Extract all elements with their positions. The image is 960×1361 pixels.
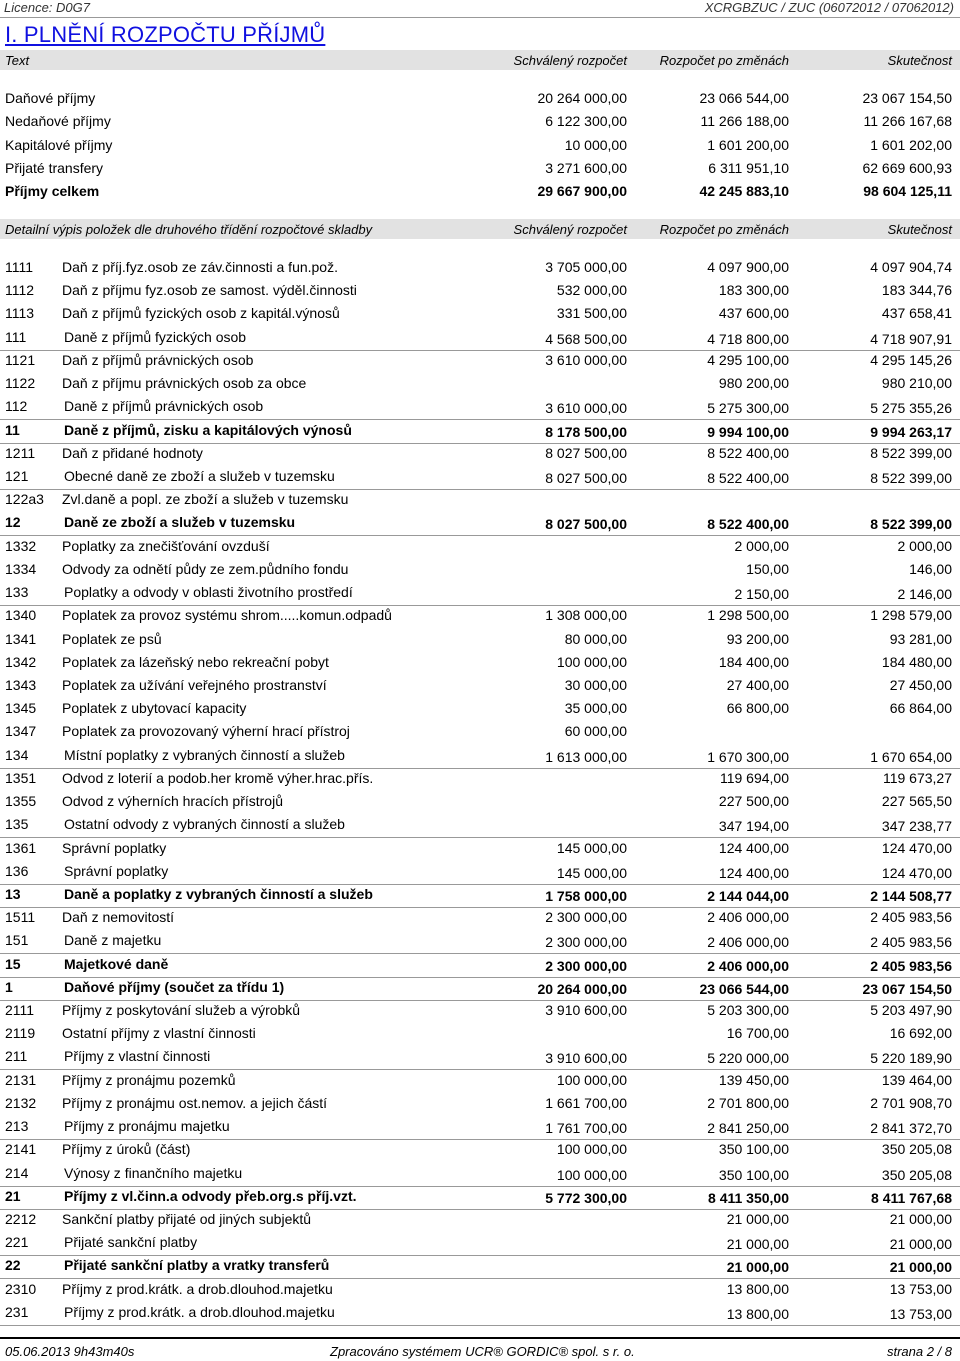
item-name: Odvod z výherních hracích přístrojů — [62, 793, 283, 810]
actual-amount: 66 864,00 — [889, 700, 952, 717]
item-name: Ostatní příjmy z vlastní činnosti — [62, 1025, 256, 1042]
approved-budget: 1 661 700,00 — [545, 1094, 627, 1111]
item-name: Daňové příjmy (součet za třídu 1) — [64, 978, 285, 995]
actual-amount: 1 670 654,00 — [870, 748, 952, 765]
budget-after-changes: 347 194,00 — [718, 818, 789, 835]
item-code: 1355 — [5, 793, 37, 810]
item-name: Příjmy z prod.krátk. a drob.dlouhod.majetku — [62, 1280, 333, 1297]
item-code: 2111 — [5, 1002, 35, 1019]
item-name: Daň z příjmu právnických osob za obce — [62, 375, 307, 392]
table-row — [0, 700, 960, 721]
approved-budget: 2 300 000,00 — [545, 957, 627, 974]
budget-after-changes: 4 295 100,00 — [707, 351, 789, 368]
item-code: 133 — [5, 584, 29, 601]
item-code: 1111 — [5, 259, 34, 275]
item-code: 151 — [5, 932, 29, 949]
actual-amount: 21 000,00 — [889, 1259, 952, 1276]
approved-budget: 2 300 000,00 — [545, 934, 627, 951]
actual-amount: 146,00 — [909, 560, 952, 577]
actual-amount: 2 405 983,56 — [870, 909, 952, 926]
summary-actual: 11 266 167,68 — [863, 113, 952, 130]
licence-line — [0, 0, 960, 16]
detail-header-approved: Schválený rozpočet — [513, 222, 627, 237]
item-code: 2132 — [5, 1094, 37, 1111]
budget-after-changes: 8 411 350,00 — [708, 1189, 789, 1206]
item-name: Odvody za odnětí půdy ze zem.půdního fondu — [62, 560, 349, 577]
actual-amount: 124 470,00 — [881, 839, 952, 856]
item-code: 1 — [5, 978, 13, 995]
actual-amount: 5 220 189,90 — [870, 1050, 952, 1067]
table-row — [0, 654, 960, 675]
actual-amount: 13 753,00 — [889, 1305, 952, 1322]
item-name: Příjmy z vlastní činnosti — [64, 1048, 211, 1065]
item-name: Daně a poplatky z vybraných činností a služeb — [64, 885, 373, 902]
summary-approved: 10 000,00 — [564, 136, 627, 153]
item-code: 2212 — [5, 1211, 37, 1228]
item-code: 221 — [5, 1234, 29, 1251]
budget-after-changes: 21 000,00 — [726, 1236, 789, 1253]
item-name: Příjmy z pronájmu ost.nemov. a jejich částí — [62, 1094, 328, 1111]
item-name: Místní poplatky z vybraných činností a služeb — [64, 746, 345, 763]
actual-amount: 16 692,00 — [889, 1025, 952, 1042]
item-code: 1511 — [5, 909, 36, 926]
summary-after: 6 311 951,10 — [708, 159, 789, 176]
actual-amount: 350 205,08 — [881, 1166, 952, 1183]
subtotal-row — [0, 329, 960, 351]
subtotal-row — [0, 1118, 960, 1140]
approved-budget: 35 000,00 — [564, 700, 627, 717]
table-row — [0, 1095, 960, 1116]
actual-amount: 139 464,00 — [881, 1071, 952, 1088]
summary-label: Daňové příjmy — [5, 90, 96, 106]
actual-amount: 13 753,00 — [889, 1280, 952, 1297]
approved-budget: 100 000,00 — [556, 653, 627, 670]
approved-budget: 1 308 000,00 — [545, 607, 627, 624]
actual-amount: 8 522 399,00 — [870, 444, 952, 461]
approved-budget: 1 761 700,00 — [545, 1120, 627, 1137]
actual-amount: 2 405 983,56 — [870, 934, 952, 951]
summary-header-after: Rozpočet po změnách — [659, 53, 789, 68]
table-row — [0, 1072, 960, 1093]
actual-amount: 5 275 355,26 — [870, 400, 952, 417]
summary-label: Přijaté transfery — [5, 159, 104, 176]
table-row — [0, 840, 960, 861]
item-name: Příjmy z pronájmu pozemků — [62, 1071, 236, 1088]
approved-budget: 3 910 600,00 — [545, 1002, 627, 1019]
actual-amount: 183 344,76 — [881, 282, 952, 299]
summary-label: Příjmy celkem — [5, 183, 100, 200]
budget-after-changes: 5 220 000,00 — [707, 1050, 789, 1067]
item-name: Obecné daně ze zboží a služeb v tuzemsku — [64, 467, 335, 484]
item-name: Výnosy z finančního majetku — [64, 1164, 243, 1181]
table-row — [0, 1025, 960, 1046]
table-row — [0, 607, 960, 628]
detail-header-text: Detailní výpis položek dle druhového třídění rozpočtové skladby — [5, 222, 373, 237]
budget-after-changes: 9 994 100,00 — [707, 423, 789, 440]
item-code: 1351 — [5, 769, 37, 786]
item-name: Poplatek z ubytovací kapacity — [62, 700, 247, 717]
item-name: Daně ze zboží a služeb v tuzemsku — [64, 514, 296, 531]
actual-amount: 124 470,00 — [881, 864, 952, 881]
item-name: Správní poplatky — [62, 839, 167, 856]
actual-amount: 4 295 145,26 — [870, 351, 952, 368]
summary-approved: 20 264 000,00 — [537, 90, 627, 106]
item-code: 134 — [5, 746, 29, 763]
budget-after-changes: 23 066 544,00 — [699, 980, 789, 997]
item-name: Přijaté sankční platby — [64, 1234, 198, 1251]
actual-amount: 2 405 983,56 — [870, 957, 952, 974]
approved-budget: 20 264 000,00 — [537, 980, 627, 997]
item-code: 2119 — [5, 1025, 36, 1042]
summary-actual: 98 604 125,11 — [863, 183, 952, 200]
item-name: Ostatní odvody z vybraných činností a služeb — [64, 816, 345, 833]
table-row — [0, 793, 960, 814]
approved-budget: 100 000,00 — [556, 1071, 627, 1088]
item-name: Daně z majetku — [64, 932, 162, 949]
item-name: Poplatek ze psů — [62, 630, 162, 647]
table-row — [0, 538, 960, 559]
actual-amount: 2 146,00 — [897, 586, 952, 603]
summary-header-actual: Skutečnost — [887, 53, 952, 68]
item-code: 2141 — [5, 1141, 37, 1158]
table-row — [0, 677, 960, 698]
approved-budget: 80 000,00 — [564, 630, 627, 647]
table-row — [0, 259, 960, 280]
subtotal-row — [0, 1188, 960, 1210]
subtotal-row — [0, 584, 960, 606]
item-name: Daně z příjmů právnických osob — [64, 398, 264, 415]
budget-after-changes: 119 694,00 — [719, 769, 789, 786]
budget-after-changes: 2 406 000,00 — [707, 957, 789, 974]
subtotal-row — [0, 979, 960, 1001]
table-row — [0, 1211, 960, 1232]
item-name: Sankční platby přijaté od jiných subjektů — [62, 1211, 312, 1228]
approved-budget: 60 000,00 — [564, 723, 627, 740]
table-row — [0, 1141, 960, 1162]
item-name: Poplatek za provozovaný výherní hrací přístroj — [62, 723, 350, 740]
table-row — [0, 1281, 960, 1302]
summary-actual: 62 669 600,93 — [862, 159, 952, 176]
item-code: 1112 — [5, 282, 35, 299]
footer-timestamp: 05.06.2013 9h43m40s — [5, 1344, 135, 1359]
item-code: 214 — [5, 1164, 29, 1181]
actual-amount: 23 067 154,50 — [862, 980, 952, 997]
table-row — [0, 375, 960, 396]
budget-after-changes: 124 400,00 — [718, 839, 789, 856]
item-code: 1332 — [5, 537, 37, 554]
item-name: Příjmy z vl.činn.a odvody přeb.org.s příj.vzt. — [64, 1187, 357, 1204]
actual-amount: 2 701 908,70 — [870, 1094, 952, 1111]
actual-amount: 4 097 904,74 — [870, 259, 952, 275]
actual-amount: 8 522 399,00 — [870, 516, 952, 533]
budget-after-changes: 150,00 — [746, 560, 789, 577]
budget-after-changes: 2 841 250,00 — [707, 1120, 789, 1137]
item-code: 136 — [5, 862, 29, 879]
footer-page-number: strana 2 / 8 — [886, 1344, 952, 1359]
item-code: 2131 — [5, 1071, 37, 1088]
item-code: 112 — [5, 398, 28, 415]
actual-amount: 8 411 767,68 — [871, 1189, 952, 1206]
item-name: Zvl.daně a popl. ze zboží a služeb v tuzemsku — [62, 491, 349, 508]
item-name: Příjmy z úroků (část) — [62, 1141, 191, 1158]
summary-header-text: Text — [5, 53, 30, 68]
licence-text: Licence: D0G7 — [4, 0, 90, 15]
item-code: 2310 — [5, 1280, 37, 1297]
subtotal-row — [0, 816, 960, 838]
item-name: Daň z příjmů fyzických osob z kapitál.výnosů — [62, 305, 340, 322]
budget-after-changes: 4 097 900,00 — [707, 259, 789, 275]
actual-amount: 1 298 579,00 — [870, 607, 952, 624]
detail-header — [0, 219, 960, 239]
approved-budget: 1 613 000,00 — [545, 748, 627, 765]
item-code: 22 — [5, 1257, 21, 1274]
budget-after-changes: 21 000,00 — [726, 1259, 789, 1276]
summary-actual: 1 601 202,00 — [870, 136, 952, 153]
approved-budget: 145 000,00 — [556, 839, 627, 856]
item-name: Poplatky za znečišťování ovzduší — [62, 537, 270, 554]
summary-actual: 23 067 154,50 — [862, 90, 952, 106]
item-name: Přijaté sankční platby a vratky transferů — [64, 1257, 330, 1274]
report-code: XCRGBZUC / ZUC (06072012 / 07062012) — [704, 0, 954, 15]
actual-amount: 93 281,00 — [889, 630, 952, 647]
item-code: 121 — [5, 467, 29, 484]
table-row — [0, 631, 960, 652]
subtotal-row — [0, 422, 960, 444]
item-name: Daň z příj.fyz.osob ze záv.činnosti a fun.pož. — [62, 259, 338, 275]
item-code: 1121 — [5, 351, 36, 368]
item-code: 11 — [5, 421, 20, 438]
footer-divider — [0, 1337, 960, 1339]
table-row — [0, 282, 960, 303]
item-name: Příjmy z prod.krátk. a drob.dlouhod.majetku — [64, 1303, 335, 1320]
approved-budget: 8 027 500,00 — [545, 444, 627, 461]
item-name: Správní poplatky — [64, 862, 169, 879]
item-name: Majetkové daně — [64, 955, 169, 972]
summary-after: 11 266 188,00 — [700, 113, 789, 130]
approved-budget: 2 300 000,00 — [545, 909, 627, 926]
item-code: 1343 — [5, 676, 37, 693]
subtotal-row — [0, 747, 960, 769]
item-name: Poplatek za lázeňský nebo rekreační pobyt — [62, 653, 329, 670]
approved-budget: 4 568 500,00 — [545, 330, 627, 347]
budget-after-changes: 2 701 800,00 — [707, 1094, 789, 1111]
actual-amount: 21 000,00 — [889, 1211, 952, 1228]
table-row — [0, 1002, 960, 1023]
table-row — [0, 561, 960, 582]
budget-after-changes: 5 275 300,00 — [707, 400, 789, 417]
item-name: Poplatky a odvody v oblasti životního prostředí — [64, 584, 353, 601]
item-name: Poplatek za provoz systému shrom.....komun.odpadů — [62, 607, 392, 624]
subtotal-row — [0, 1234, 960, 1256]
approved-budget: 5 772 300,00 — [545, 1189, 627, 1206]
item-code: 1211 — [5, 444, 36, 461]
budget-after-changes: 437 600,00 — [718, 305, 789, 322]
item-code: 1345 — [5, 700, 37, 717]
item-code: 1113 — [5, 305, 35, 322]
approved-budget: 30 000,00 — [564, 676, 627, 693]
item-code: 1342 — [5, 653, 37, 670]
item-name: Odvod z loterií a podob.her kromě výher.hrac.přís. — [62, 769, 374, 786]
table-row — [0, 445, 960, 466]
budget-after-changes: 8 522 400,00 — [707, 516, 789, 533]
summary-approved: 3 271 600,00 — [545, 159, 627, 176]
summary-header — [0, 50, 960, 70]
item-code: 1334 — [5, 560, 37, 577]
approved-budget: 145 000,00 — [556, 864, 627, 881]
subtotal-row — [0, 1048, 960, 1070]
budget-after-changes: 4 718 800,00 — [707, 330, 789, 347]
budget-after-changes: 16 700,00 — [726, 1025, 789, 1042]
item-name: Daně z příjmů fyzických osob — [64, 328, 247, 345]
item-code: 135 — [5, 816, 29, 833]
item-code: 211 — [5, 1048, 28, 1065]
actual-amount: 227 565,50 — [881, 793, 952, 810]
budget-after-changes: 350 100,00 — [718, 1166, 789, 1183]
approved-budget: 3 705 000,00 — [545, 259, 627, 275]
subtotal-row — [0, 1304, 960, 1326]
item-name: Daň z přidané hodnoty — [62, 444, 203, 461]
item-name: Daň z příjmu fyz.osob ze samost. výděl.činnosti — [62, 282, 357, 299]
actual-amount: 4 718 907,91 — [870, 330, 952, 347]
summary-label: Nedaňové příjmy — [5, 113, 111, 130]
actual-amount: 347 238,77 — [881, 818, 952, 835]
summary-header-approved: Schválený rozpočet — [513, 53, 627, 68]
budget-after-changes: 1 298 500,00 — [707, 607, 789, 624]
approved-budget: 8 178 500,00 — [545, 423, 627, 440]
actual-amount: 184 480,00 — [881, 653, 952, 670]
budget-after-changes: 5 203 300,00 — [707, 1002, 789, 1019]
budget-after-changes: 2 150,00 — [734, 586, 789, 603]
item-code: 122a3 — [5, 491, 44, 508]
subtotal-row — [0, 932, 960, 954]
item-name: Daň z nemovitostí — [62, 909, 175, 926]
detail-header-actual: Skutečnost — [887, 222, 952, 237]
item-name: Daně z příjmů, zisku a kapitálových výnosů — [64, 421, 352, 438]
budget-after-changes: 8 522 400,00 — [707, 469, 789, 486]
subtotal-row — [0, 956, 960, 978]
approved-budget: 8 027 500,00 — [545, 469, 627, 486]
subtotal-row — [0, 398, 960, 420]
page-title: I. PLNĚNÍ ROZPOČTU PŘÍJMŮ — [5, 22, 326, 47]
budget-after-changes: 21 000,00 — [726, 1211, 789, 1228]
budget-after-changes: 2 406 000,00 — [707, 909, 789, 926]
budget-after-changes: 8 522 400,00 — [707, 444, 789, 461]
detail-header-after: Rozpočet po změnách — [659, 222, 789, 237]
budget-after-changes: 27 400,00 — [726, 676, 789, 693]
item-code: 213 — [5, 1118, 29, 1135]
table-row — [0, 723, 960, 744]
budget-after-changes: 124 400,00 — [718, 864, 789, 881]
approved-budget: 100 000,00 — [556, 1141, 627, 1158]
actual-amount: 2 144 508,77 — [870, 887, 952, 904]
item-code: 12 — [5, 514, 21, 531]
budget-after-changes: 183 300,00 — [718, 282, 789, 299]
actual-amount: 27 450,00 — [889, 676, 952, 693]
actual-amount: 21 000,00 — [889, 1236, 952, 1253]
budget-after-changes: 184 400,00 — [718, 653, 789, 670]
table-row — [0, 909, 960, 930]
summary-approved: 29 667 900,00 — [537, 183, 627, 200]
approved-budget: 100 000,00 — [556, 1166, 627, 1183]
item-code: 1122 — [5, 375, 36, 392]
approved-budget: 532 000,00 — [556, 282, 627, 299]
item-code: 1341 — [5, 630, 37, 647]
budget-after-changes: 2 000,00 — [734, 537, 789, 554]
budget-after-changes: 1 670 300,00 — [707, 748, 789, 765]
budget-after-changes: 66 800,00 — [726, 700, 789, 717]
subtotal-row — [0, 886, 960, 908]
item-name: Poplatek za užívání veřejného prostranství — [62, 676, 327, 693]
budget-after-changes: 2 406 000,00 — [707, 934, 789, 951]
item-code: 13 — [5, 885, 21, 902]
actual-amount: 8 522 399,00 — [870, 469, 952, 486]
budget-after-changes: 350 100,00 — [718, 1141, 789, 1158]
budget-after-changes: 2 144 044,00 — [707, 887, 789, 904]
approved-budget: 3 610 000,00 — [545, 400, 627, 417]
actual-amount: 119 673,27 — [882, 769, 952, 786]
budget-after-changes: 93 200,00 — [726, 630, 789, 647]
budget-after-changes: 980 200,00 — [718, 375, 789, 392]
divider — [0, 17, 960, 18]
item-code: 15 — [5, 955, 21, 972]
table-row — [0, 305, 960, 326]
budget-after-changes: 13 800,00 — [726, 1305, 789, 1322]
actual-amount: 437 658,41 — [881, 305, 952, 322]
item-name: Příjmy z poskytování služeb a výrobků — [62, 1002, 301, 1019]
budget-after-changes: 227 500,00 — [718, 793, 789, 810]
subtotal-row — [0, 1257, 960, 1279]
subtotal-row — [0, 514, 960, 536]
item-name: Příjmy z pronájmu majetku — [64, 1118, 230, 1135]
approved-budget: 8 027 500,00 — [545, 516, 627, 533]
summary-approved: 6 122 300,00 — [545, 113, 627, 130]
item-code: 21 — [5, 1187, 21, 1204]
budget-after-changes: 13 800,00 — [726, 1280, 789, 1297]
item-code: 1361 — [5, 839, 37, 856]
actual-amount: 350 205,08 — [881, 1141, 952, 1158]
item-code: 1347 — [5, 723, 37, 740]
item-code: 111 — [5, 328, 27, 345]
actual-amount: 2 000,00 — [897, 537, 952, 554]
table-row — [0, 491, 960, 512]
table-row — [0, 352, 960, 373]
approved-budget: 331 500,00 — [556, 305, 627, 322]
approved-budget: 3 610 000,00 — [545, 351, 627, 368]
actual-amount: 980 210,00 — [881, 375, 952, 392]
actual-amount: 9 994 263,17 — [870, 423, 952, 440]
subtotal-row — [0, 1165, 960, 1187]
footer-processed-by: Zpracováno systémem UCR® GORDIC® spol. s r. o. — [330, 1344, 635, 1359]
item-code: 231 — [5, 1303, 29, 1320]
summary-after: 1 601 200,00 — [707, 136, 789, 153]
item-code: 1340 — [5, 607, 37, 624]
actual-amount: 2 841 372,70 — [870, 1120, 952, 1137]
summary-label: Kapitálové příjmy — [5, 136, 113, 153]
item-name: Daň z příjmů právnických osob — [62, 351, 254, 368]
summary-after: 42 245 883,10 — [699, 183, 789, 200]
budget-after-changes: 139 450,00 — [718, 1071, 789, 1088]
subtotal-row — [0, 863, 960, 885]
actual-amount: 5 203 497,90 — [870, 1002, 952, 1019]
summary-after: 23 066 544,00 — [699, 90, 789, 106]
approved-budget: 1 758 000,00 — [545, 887, 627, 904]
approved-budget: 3 910 600,00 — [545, 1050, 627, 1067]
table-row — [0, 770, 960, 791]
subtotal-row — [0, 468, 960, 490]
